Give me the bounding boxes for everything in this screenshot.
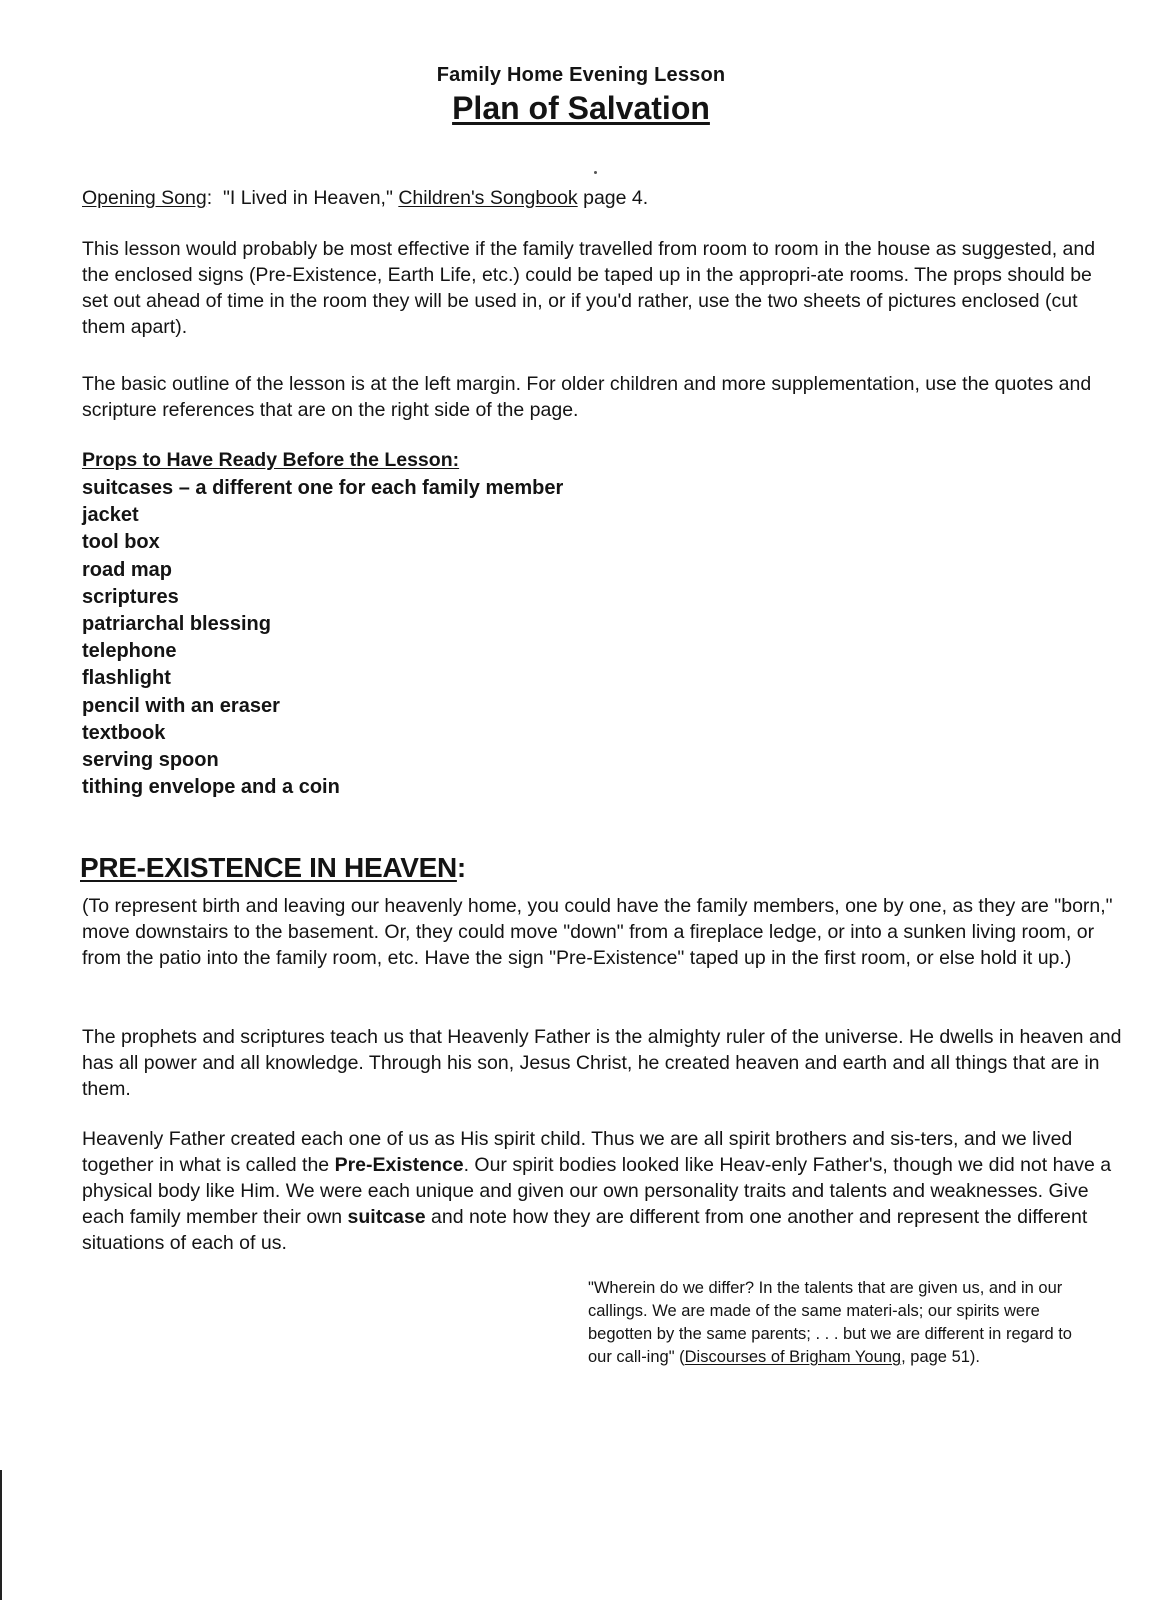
quote-text: "Wherein do we differ? In the talents that are given us, and in our callings. We are made of the same materi-als; our spirits were begotten by the same parents; . . . but we are different in regard to our call-ing" ( <box>588 1279 1072 1366</box>
section-heading-text: PRE-EXISTENCE IN HEAVEN <box>80 852 457 883</box>
prop-item: jacket <box>82 504 139 527</box>
paragraph-2-part-b: . Our spirit bodies looked like Heav-enly Father's, though we did not have a physical body like Him. We were each unique and given our own personality traits and talents and weaknesses. Give each family member their own <box>82 1154 1112 1228</box>
prop-item: patriarchal blessing <box>82 613 271 636</box>
paragraph-2-part-c: and note how they are different from one another and represent the different situations of each of us. <box>82 1206 1088 1254</box>
section-paragraph-1: The prophets and scriptures teach us that Heavenly Father is the almighty ruler of the universe. He dwells in heaven and has all power and all knowledge. Through his son, Jesus Christ, he created heaven and earth and all things that are in them. <box>82 1026 1122 1100</box>
intro-paragraph-1: This lesson would probably be most effective if the family travelled from room to room in the house as suggested, and the enclosed signs (Pre-Existence, Earth Life, etc.) could be taped up in the appropri-ate rooms. The props should be set out ahead of time in the room they will be used in, or if you'd rather, use the two sheets of pictures enclosed (cut them apart). <box>82 238 1096 338</box>
scan-speck <box>594 171 597 174</box>
paragraph-2-part-a: Heavenly Father created each one of us as His spirit child. Thus we are all spirit brothers and sis-ters, and we lived together in what is called the <box>82 1128 1073 1176</box>
opening-song-label: Opening Song <box>82 187 207 209</box>
prop-item: pencil with an eraser <box>82 694 280 717</box>
opening-song-title: "I Lived in Heaven," <box>222 187 393 209</box>
prop-item: textbook <box>82 721 166 744</box>
section-heading <box>80 852 466 884</box>
section-paragraph-2 <box>82 1126 1122 1256</box>
props-heading: Props to Have Ready Before the Lesson: <box>82 449 460 471</box>
brigham-young-quote <box>588 1277 1098 1369</box>
intro-paragraph-2: The basic outline of the lesson is at the left margin. For older children and more supplementation, use the quotes and scripture references that are on the right side of the page. <box>82 373 1092 421</box>
scan-edge-line <box>0 1470 2 1600</box>
pre-existence-term: Pre-Existence <box>334 1154 464 1176</box>
songbook-reference: Children's Songbook <box>398 187 578 209</box>
section-heading-colon: : <box>456 852 466 883</box>
section-note: (To represent birth and leaving our heavenly home, you could have the family members, one by one, as they are "born," move downstairs to the basement. Or, they could move "down" from a fireplace ledge, or into a sunken living room, or from the patio into the family room, etc. Have the sign "Pre-Existence" taped up in the first room, or else hold it up.) <box>82 895 1113 969</box>
opening-song-line: Opening Song: "I Lived in Heaven," Children's Songbook page 4. <box>82 187 649 209</box>
lesson-title: Plan of Salvation <box>452 90 710 126</box>
prop-item: serving spoon <box>82 749 219 772</box>
suitcase-term: suitcase <box>347 1206 426 1228</box>
prop-item: scriptures <box>82 585 179 608</box>
prop-item: flashlight <box>82 667 171 690</box>
songbook-page: page 4. <box>583 187 649 209</box>
quote-source: Discourses of Brigham Young <box>684 1348 902 1366</box>
prop-item: telephone <box>82 640 177 663</box>
prop-item: road map <box>82 558 173 581</box>
prop-item: suitcases – a different one for each family member <box>82 477 564 499</box>
prop-item: tithing envelope and a coin <box>82 776 340 799</box>
props-list <box>82 475 563 801</box>
lesson-subtitle: Family Home Evening Lesson <box>436 64 726 86</box>
quote-page: , page 51). <box>901 1348 980 1366</box>
prop-item: tool box <box>82 531 160 554</box>
